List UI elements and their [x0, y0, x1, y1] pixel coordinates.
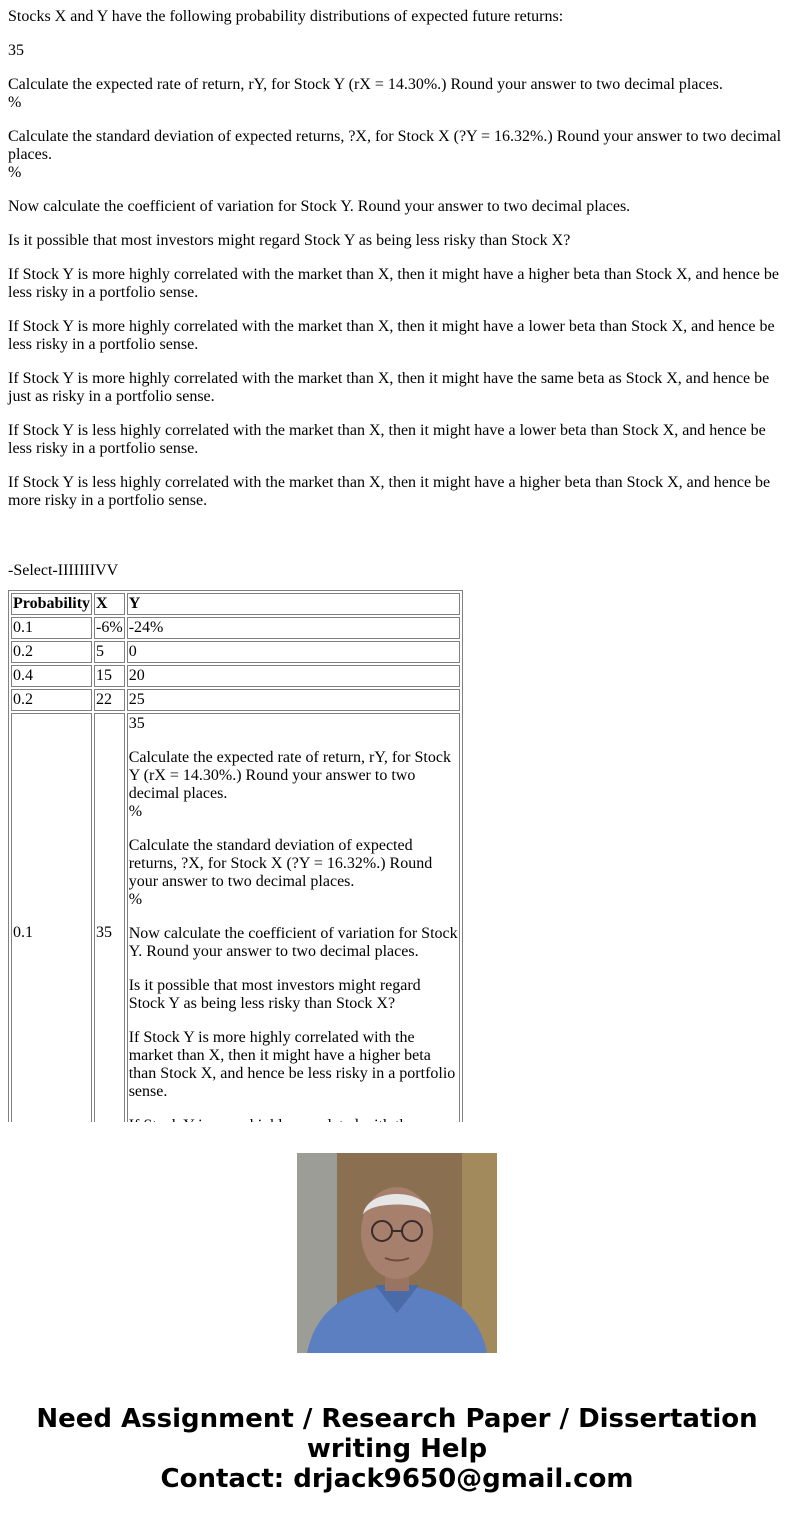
question-std-dev — [8, 128, 786, 182]
option-5: If Stock Y is less highly correlated with the market than X, then it might have a higher beta than Stock X, and hence be more risky in a portfolio sense. — [8, 474, 771, 509]
cell-y: 25 — [127, 689, 460, 711]
probability-table — [8, 590, 463, 1156]
spacer — [8, 526, 786, 562]
promo-line-1: Need Assignment / Research Paper / Dissertation — [36, 1404, 758, 1434]
cell-x: 15 — [94, 665, 125, 687]
cell-probability: 0.1 — [11, 713, 92, 1153]
cell-probability: 0.2 — [11, 689, 92, 711]
answer-select[interactable]: -Select-IIIIIIIVV — [8, 562, 119, 579]
cell-y: -24% — [127, 617, 460, 639]
cell-x: 22 — [94, 689, 125, 711]
cell-line: 35 — [128, 715, 145, 732]
question-risk: Is it possible that most investors might regard Stock Y as being less risky than Stock X? — [8, 232, 571, 249]
cell-line — [129, 749, 458, 821]
table-row — [11, 665, 460, 687]
answer-value: 35 — [8, 42, 24, 59]
promo-banner — [0, 1122, 794, 1523]
option-3: If Stock Y is more highly correlated with the market than X, then it might have the same beta as Stock X, and hence be just as risky in a portfolio sense. — [8, 370, 770, 405]
header-x: X — [94, 593, 125, 615]
cell-line — [129, 837, 458, 909]
promo-contact: Contact: drjack9650@gmail.com — [160, 1464, 634, 1494]
cell-y: 20 — [127, 665, 460, 687]
option-4: If Stock Y is less highly correlated with the market than X, then it might have a lower beta than Stock X, and hence be less risky in a portfolio sense. — [8, 422, 766, 457]
question-std-dev-text: Calculate the standard deviation of expected returns, ?X, for Stock X (?Y = 16.32%.) Round your answer to two decimal places. — [8, 128, 782, 163]
percent-unit: % — [128, 891, 143, 908]
question-cv: Now calculate the coefficient of variation for Stock Y. Round your answer to two decimal places. — [8, 198, 631, 215]
table-row — [11, 641, 460, 663]
cell-probability: 0.4 — [11, 665, 92, 687]
question-intro: Stocks X and Y have the following probability distributions of expected future returns: — [8, 8, 564, 25]
cell-line-text: Calculate the standard deviation of expected returns, ?X, for Stock X (?Y = 16.32%.) Round your answer to two decimal places. — [128, 837, 433, 890]
header-y: Y — [127, 593, 460, 615]
cell-x: 35 — [94, 713, 125, 1153]
header-probability: Probability — [11, 593, 92, 615]
percent-unit: % — [8, 164, 22, 181]
question-expected-return-text: Calculate the expected rate of return, rY, for Stock Y (rX = 14.30%.) Round your answer to two decimal places. — [8, 76, 723, 93]
table-row — [11, 689, 460, 711]
cell-probability: 0.1 — [11, 617, 92, 639]
cell-probability: 0.2 — [11, 641, 92, 663]
person-photo-icon — [297, 1153, 497, 1353]
percent-unit: % — [128, 803, 143, 820]
promo-line-2: writing Help — [306, 1434, 488, 1464]
table-row — [11, 617, 460, 639]
cell-x: -6% — [94, 617, 125, 639]
option-1: If Stock Y is more highly correlated with the market than X, then it might have a higher beta than Stock X, and hence be less risky in a portfolio sense. — [8, 266, 780, 301]
cell-line: Is it possible that most investors might regard Stock Y as being less risky than Stock X? — [128, 977, 421, 1012]
percent-unit: % — [8, 94, 22, 111]
cell-line-text: Calculate the expected rate of return, rY, for Stock Y (rX = 14.30%.) Round your answer to two decimal places. — [128, 749, 451, 802]
cell-line: Now calculate the coefficient of variation for Stock Y. Round your answer to two decimal places. — [128, 925, 458, 960]
question-text — [8, 8, 786, 1156]
cell-x: 5 — [94, 641, 125, 663]
promo-text — [0, 1404, 794, 1494]
option-2: If Stock Y is more highly correlated with the market than X, then it might have a lower beta than Stock X, and hence be less risky in a portfolio sense. — [8, 318, 775, 353]
question-expected-return — [8, 76, 786, 112]
avatar — [297, 1153, 497, 1353]
table-row — [11, 713, 460, 1153]
table-header-row — [11, 593, 460, 615]
cell-y: 0 — [127, 641, 460, 663]
cell-line: If Stock Y is more highly correlated with the market than X, then it might have a higher beta than Stock X, and hence be less risky in a portfolio sense. — [128, 1029, 456, 1100]
cell-y-long — [127, 713, 460, 1153]
